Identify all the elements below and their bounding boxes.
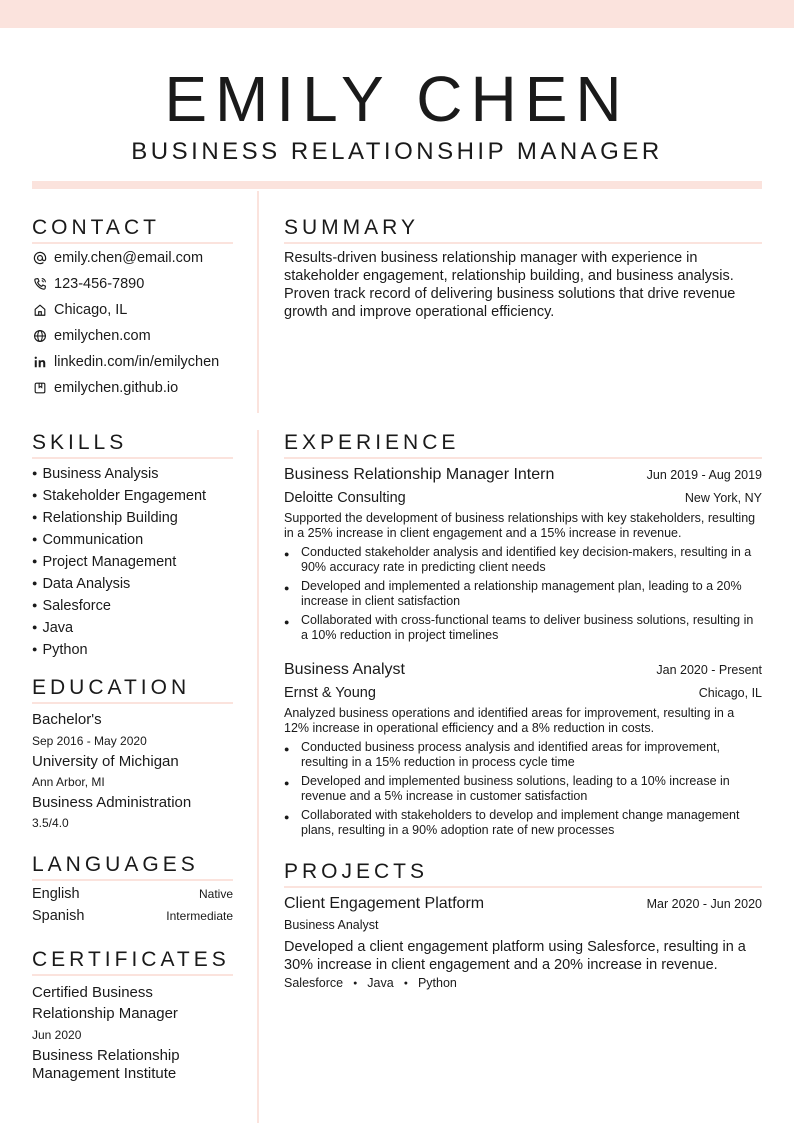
- job-description: Supported the development of business relationships with key stakeholders, resulting in a 25% increase in client engagement and a 15% increase in revenue.: [284, 511, 756, 540]
- job-company-row: [284, 685, 762, 701]
- experience-heading: EXPERIENCE: [284, 431, 762, 459]
- project-tool: Python: [417, 976, 457, 990]
- job-location: Chicago, IL: [698, 686, 762, 700]
- job-bullet: ● Developed and implemented a relationship management plan, leading to a 20% increase in client satisfaction: [284, 579, 762, 609]
- project-description: Developed a client engagement platform using Salesforce, resulting in a 30% increase in client engagement and a 20% increase in revenue.: [284, 939, 746, 973]
- project-header: [284, 895, 762, 913]
- contact-location-text: Chicago, IL: [54, 302, 128, 318]
- certificate-issuer: Business Relationship Management Institute: [32, 1047, 180, 1082]
- job-header: [284, 466, 762, 484]
- job-bullet: ● Conducted stakeholder analysis and identified key decision-makers, resulting in a 90% accuracy rate in predicting client needs: [284, 545, 762, 575]
- skill-item: ● Communication: [32, 529, 242, 551]
- project-dates: Mar 2020 - Jun 2020: [646, 897, 762, 911]
- language-row: [32, 908, 233, 924]
- job-bullet: ● Developed and implemented business solutions, leading to a 10% increase in revenue and a 5% increase in customer satisfaction: [284, 774, 762, 804]
- contact-phone-text: 123-456-7890: [54, 276, 145, 292]
- job-bullet: ● Collaborated with cross-functional teams to deliver business solutions, resulting in a 10% reduction in project timelines: [284, 613, 762, 643]
- education-school: University of Michigan: [32, 753, 179, 770]
- skill-item: ● Data Analysis: [32, 573, 242, 595]
- job-bullets: [284, 545, 762, 647]
- education-gpa: 3.5/4.0: [32, 816, 69, 830]
- language-row: [32, 886, 233, 902]
- tool-separator: ●: [353, 979, 358, 987]
- job-dates: Jun 2019 - Aug 2019: [646, 468, 762, 482]
- header-divider: [32, 181, 762, 189]
- skills-list: [32, 463, 242, 661]
- job-bullets: [284, 740, 762, 842]
- job-dates: Jan 2020 - Present: [656, 663, 762, 677]
- home-icon: [32, 303, 47, 318]
- skill-item: ● Java: [32, 617, 242, 639]
- education-degree: Bachelor's: [32, 711, 102, 728]
- skill-item: ● Salesforce: [32, 595, 242, 617]
- education-dates: Sep 2016 - May 2020: [32, 734, 147, 748]
- certificate-date: Jun 2020: [32, 1028, 82, 1042]
- contact-portfolio-text: emilychen.github.io: [54, 380, 179, 396]
- column-divider-top: [257, 191, 259, 413]
- at-icon: [32, 251, 47, 266]
- job-title: Business Relationship Manager Intern: [284, 466, 555, 483]
- column-divider-bottom: [257, 430, 259, 1123]
- contact-email-text: emily.chen@email.com: [54, 250, 204, 266]
- language-level: Intermediate: [166, 909, 233, 923]
- project-tools: [284, 976, 457, 990]
- summary-heading: SUMMARY: [284, 216, 762, 244]
- summary-text: Results-driven business relationship manager with experience in stakeholder engagement, relationship building, and business analysis. Proven track record of delivering business solutions that drive revenue growth and improve operational efficiency.: [284, 250, 736, 320]
- language-name: Spanish: [32, 908, 85, 924]
- contact-website-text: emilychen.com: [54, 328, 151, 344]
- phone-icon: [32, 277, 47, 292]
- portfolio-icon: [32, 381, 47, 396]
- job-description: Analyzed business operations and identified areas for improvement, resulting in a 12% increase in operational efficiency and a 8% reduction in costs.: [284, 706, 735, 735]
- job-header: [284, 661, 762, 679]
- contact-location: [32, 300, 127, 320]
- job-location: New York, NY: [684, 491, 762, 505]
- contact-linkedin-text: linkedin.com/in/emilychen: [54, 354, 220, 370]
- project-tool: Java: [367, 976, 394, 990]
- contact-email[interactable]: [32, 248, 203, 268]
- certificate-entry: [32, 982, 222, 1083]
- skill-item: ● Business Analysis: [32, 463, 242, 485]
- language-level: Native: [198, 887, 233, 901]
- contact-phone[interactable]: [32, 274, 144, 294]
- globe-icon: [32, 329, 47, 344]
- project-role-row: [284, 918, 762, 932]
- skills-heading: SKILLS: [32, 431, 233, 459]
- education-major: Business Administration: [32, 794, 192, 811]
- candidate-title: BUSINESS RELATIONSHIP MANAGER: [131, 138, 663, 165]
- job-company: Ernst & Young: [284, 685, 376, 701]
- job-bullet: ● Conducted business process analysis and identified areas for improvement, resulting in a 15% reduction in process cycle time: [284, 740, 762, 770]
- contact-portfolio[interactable]: [32, 378, 178, 398]
- skill-item: ● Project Management: [32, 551, 242, 573]
- linkedin-icon: [32, 355, 47, 370]
- job-title: Business Analyst: [284, 661, 405, 678]
- project-title: Client Engagement Platform: [284, 895, 485, 912]
- certificate-name: Certified Business Relationship Manager: [32, 984, 178, 1022]
- education-entry: [32, 710, 242, 831]
- skill-item: ● Relationship Building: [32, 507, 242, 529]
- projects-heading: PROJECTS: [284, 860, 762, 888]
- contact-heading: CONTACT: [32, 216, 233, 244]
- job-company: Deloitte Consulting: [284, 490, 406, 506]
- languages-heading: LANGUAGES: [32, 853, 233, 881]
- education-location: Ann Arbor, MI: [32, 775, 105, 789]
- project-tool: Salesforce: [284, 976, 344, 990]
- certificates-heading: CERTIFICATES: [32, 948, 233, 976]
- candidate-name: EMILY CHEN: [164, 63, 630, 135]
- top-accent-band: [0, 0, 794, 28]
- job-bullet: ● Collaborated with stakeholders to develop and implement change management plans, resulting in a 90% adoption rate of new processes: [284, 808, 762, 838]
- contact-website[interactable]: [32, 326, 151, 346]
- job-company-row: [284, 490, 762, 506]
- language-name: English: [32, 886, 80, 902]
- skill-item: ● Python: [32, 639, 242, 661]
- tool-separator: ●: [403, 979, 408, 987]
- skill-item: ● Stakeholder Engagement: [32, 485, 242, 507]
- contact-linkedin[interactable]: [32, 352, 219, 372]
- education-heading: EDUCATION: [32, 676, 233, 704]
- project-role: Business Analyst: [284, 918, 379, 932]
